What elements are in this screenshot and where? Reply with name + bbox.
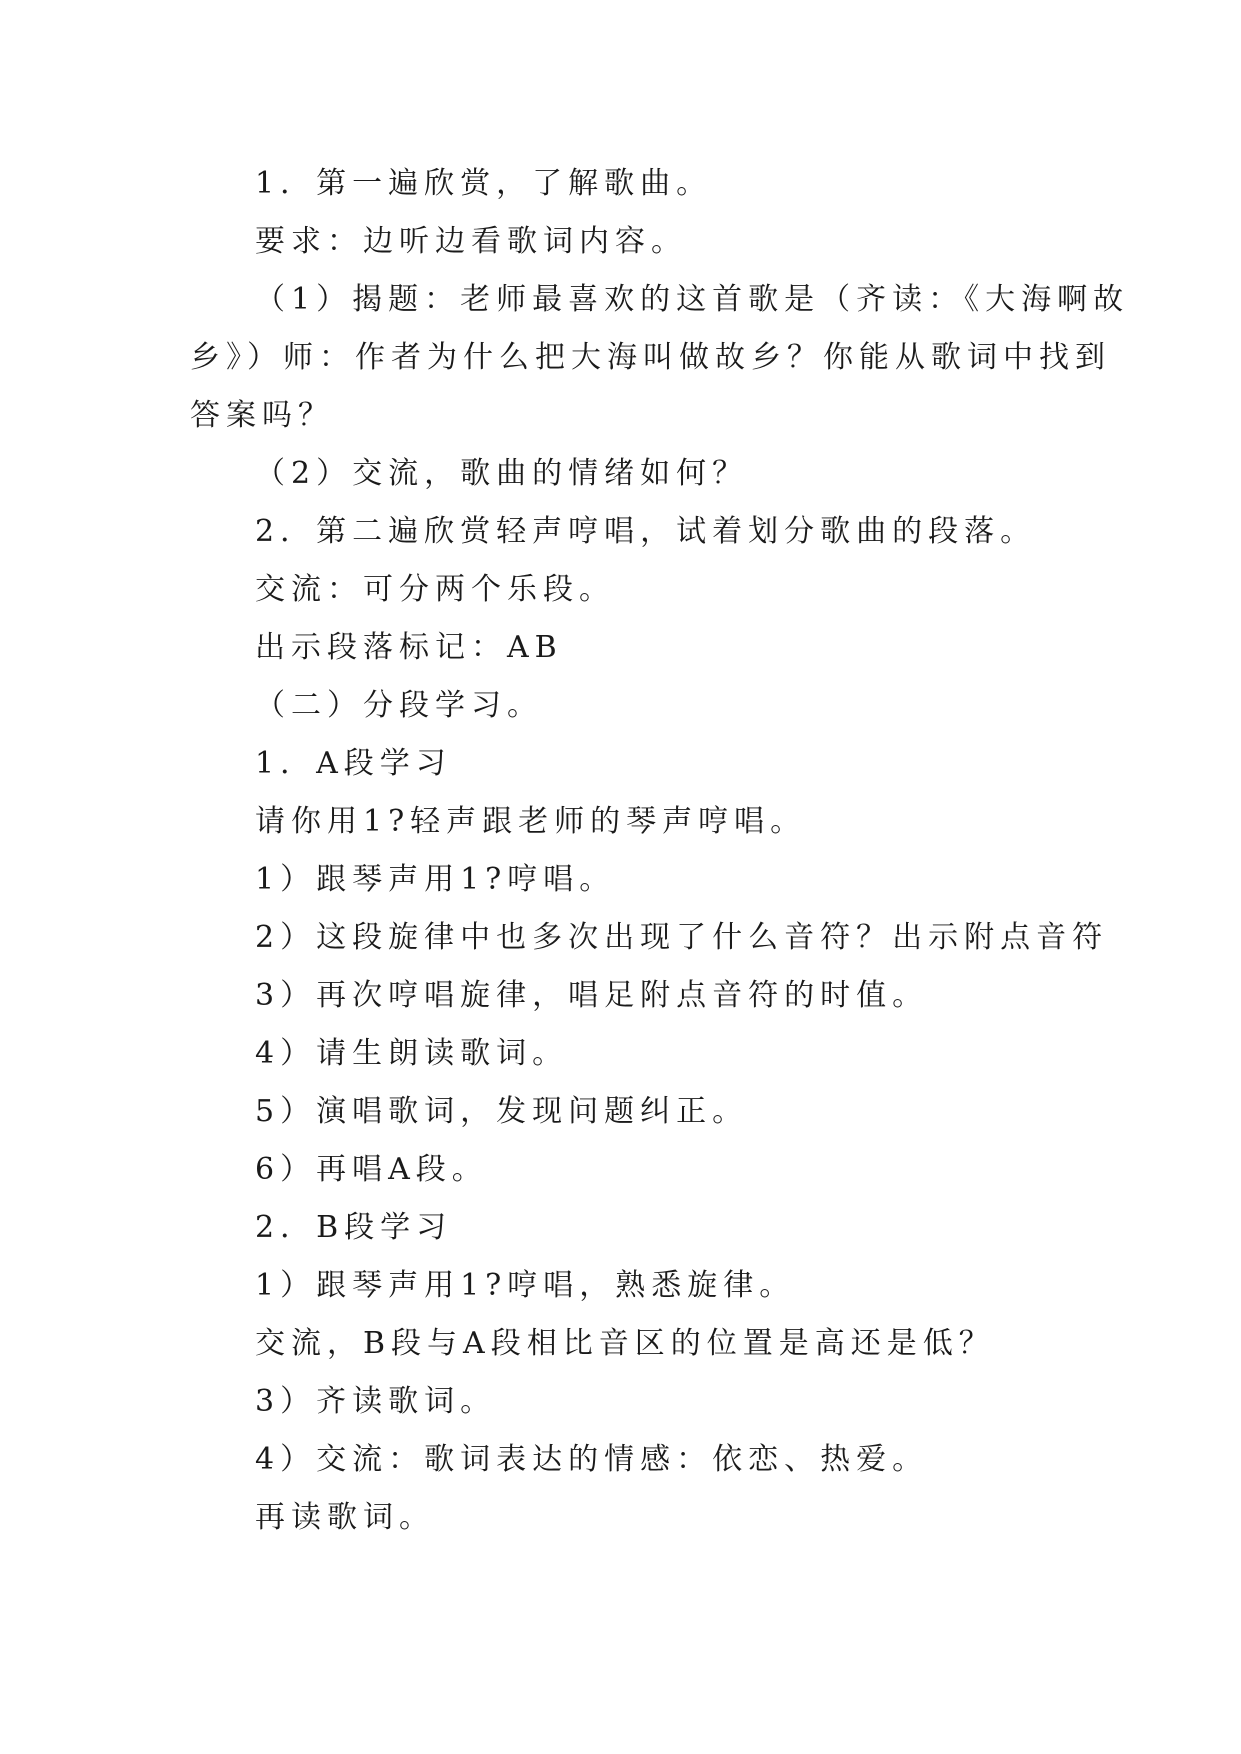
- text-line: 5）演唱歌词，发现问题纠正。: [255, 1094, 749, 1129]
- text-line: 1．第一遍欣赏，了解歌曲。: [255, 166, 713, 201]
- text-line: 乡》）师：作者为什么把大海叫做故乡？你能从歌词中找到: [190, 340, 1111, 375]
- text-line: 2．第二遍欣赏轻声哼唱，试着划分歌曲的段落。: [255, 514, 1037, 549]
- text-line: 出示段落标记：AB: [255, 630, 563, 665]
- text-line: 答案吗？: [190, 398, 334, 433]
- text-line: 3）齐读歌词。: [255, 1384, 497, 1419]
- text-line: 4）请生朗读歌词。: [255, 1036, 569, 1071]
- text-line: 2．B段学习: [255, 1210, 453, 1245]
- text-line: 再读歌词。: [255, 1500, 435, 1535]
- section-heading: （二）分段学习。: [255, 688, 543, 723]
- text-line: 交流：可分两个乐段。: [255, 572, 615, 607]
- text-line: 要求：边听边看歌词内容。: [255, 224, 687, 259]
- text-line: （2）交流，歌曲的情绪如何？: [255, 456, 749, 491]
- text-line: 1）跟琴声用1?哼唱，熟悉旋律。: [255, 1268, 796, 1303]
- text-line: 2）这段旋律中也多次出现了什么音符？出示附点音符: [255, 920, 1109, 955]
- text-line: 请你用1?轻声跟老师的琴声哼唱。: [255, 804, 807, 839]
- text-line: （1）揭题：老师最喜欢的这首歌是（齐读：《大海啊故: [255, 282, 1130, 317]
- text-line: 4）交流：歌词表达的情感：依恋、热爱。: [255, 1442, 929, 1477]
- text-line: 3）再次哼唱旋律，唱足附点音符的时值。: [255, 978, 929, 1013]
- text-line: 6）再唱A段。: [255, 1152, 488, 1187]
- text-line: 1．A段学习: [255, 746, 452, 781]
- text-line: 1）跟琴声用1?哼唱。: [255, 862, 616, 897]
- text-line: 交流，B段与A段相比音区的位置是高还是低？: [255, 1326, 995, 1361]
